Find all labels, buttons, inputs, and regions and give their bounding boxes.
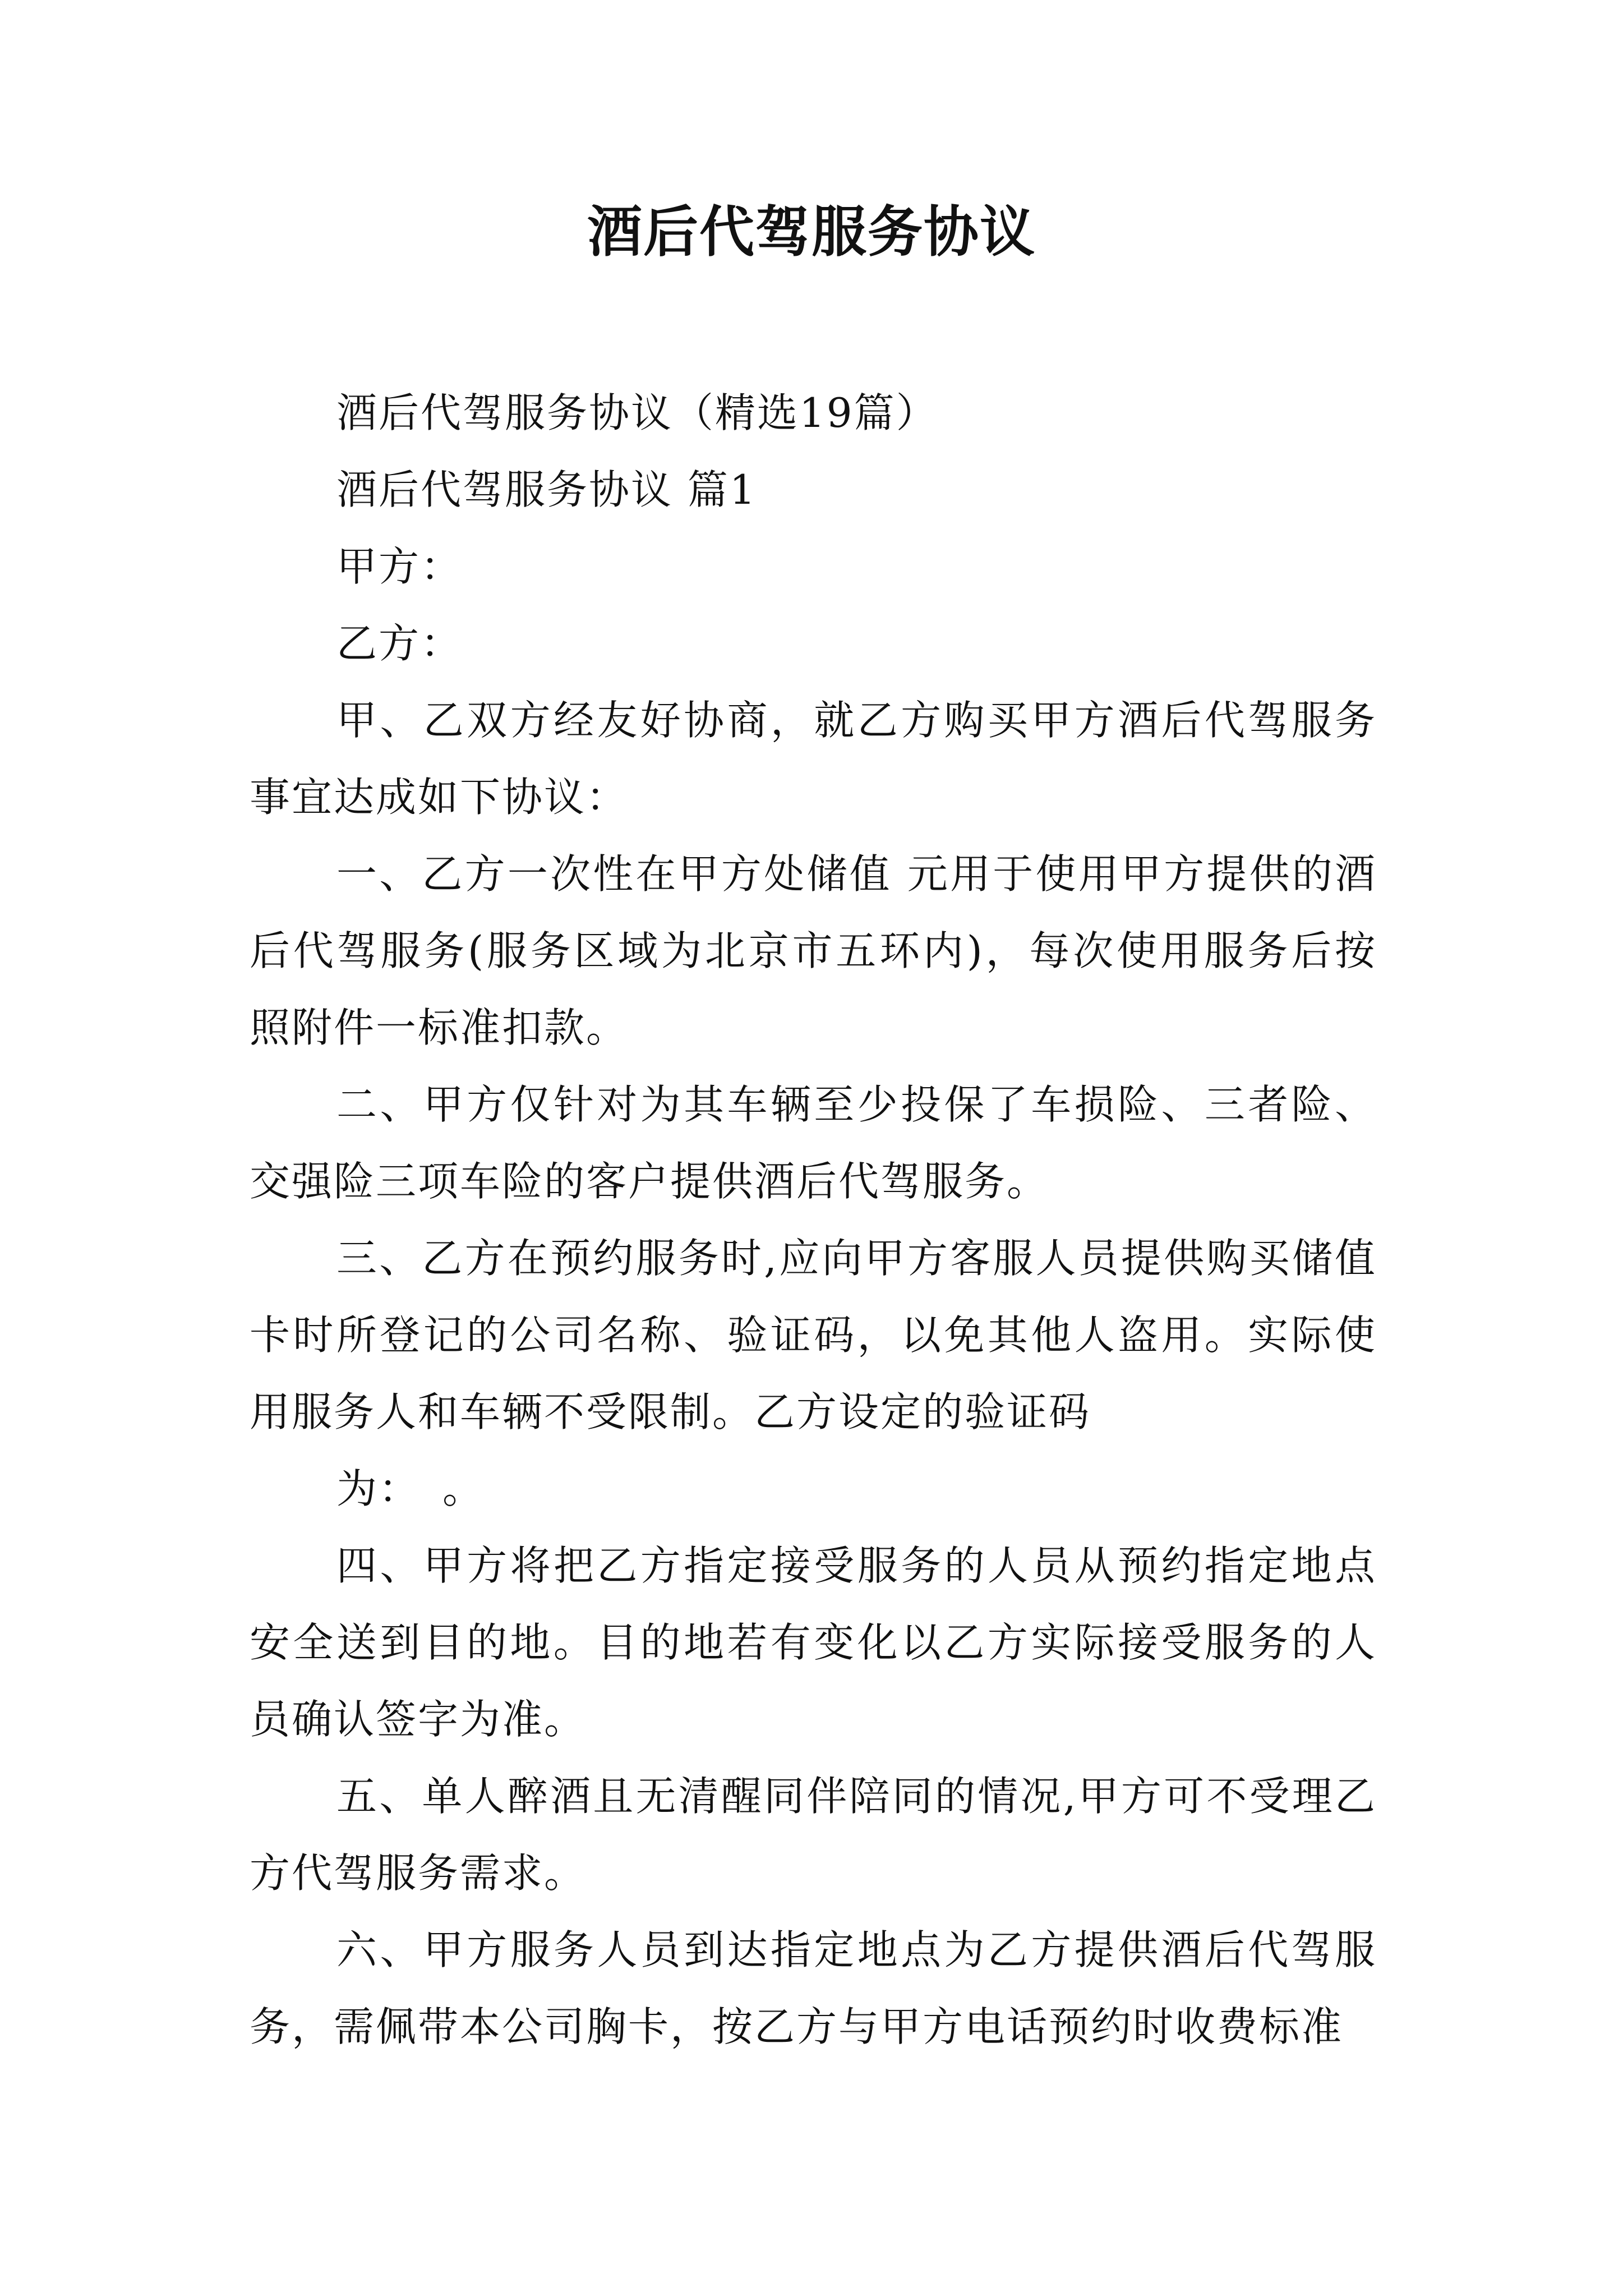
clause-1: 一、乙方一次性在甲方处储值 元用于使用甲方提供的酒后代驾服务(服务区域为北京市五环内)，每次使用服务后按照附件一标准扣款。 xyxy=(250,850,1377,1051)
document-title: 酒后代驾服务协议 xyxy=(587,200,1036,264)
party-a-line: 甲方： xyxy=(336,543,463,590)
subtitle-line: 酒后代驾服务协议（精选19篇） xyxy=(336,389,938,436)
clause-3-code: 为： 。 xyxy=(336,1465,485,1512)
party-b-line: 乙方： xyxy=(336,620,463,667)
section-heading: 酒后代驾服务协议 篇1 xyxy=(336,466,757,513)
document-body xyxy=(250,375,1377,2065)
intro-paragraph: 甲、乙双方经友好协商，就乙方购买甲方酒后代驾服务事宜达成如下协议： xyxy=(250,697,1377,821)
clause-2: 二、甲方仅针对为其车辆至少投保了车损险、三者险、交强险三项车险的客户提供酒后代驾服务。 xyxy=(250,1081,1377,1205)
clause-5: 五、单人醉酒且无清醒同伴陪同的情况,甲方可不受理乙方代驾服务需求。 xyxy=(250,1773,1377,1897)
clause-4: 四、甲方将把乙方指定接受服务的人员从预约指定地点安全送到目的地。目的地若有变化以乙方实际接受服务的人员确认签字为准。 xyxy=(250,1542,1377,1743)
clause-6: 六、甲方服务人员到达指定地点为乙方提供酒后代驾服务，需佩带本公司胸卡，按乙方与甲方电话预约时收费标准 xyxy=(250,1926,1377,2050)
clause-3: 三、乙方在预约服务时,应向甲方客服人员提供购买储值卡时所登记的公司名称、验证码，以免其他人盗用。实际使用服务人和车辆不受限制。乙方设定的验证码 xyxy=(250,1235,1377,1435)
